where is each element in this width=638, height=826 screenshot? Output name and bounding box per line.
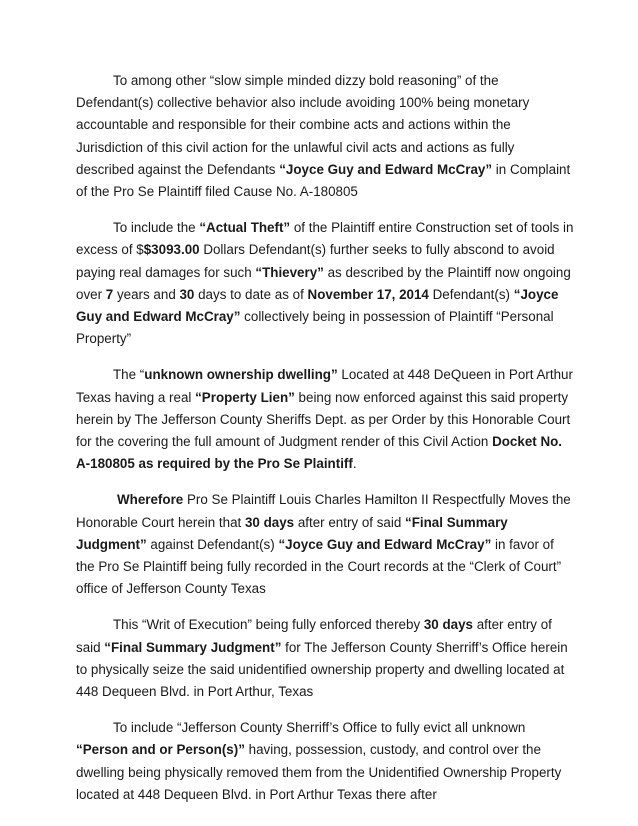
paragraph-actual-theft: [76, 217, 576, 350]
bold-text-run: $3093.00: [143, 242, 200, 258]
text-run: years and: [113, 286, 180, 302]
text-run: Located at 448 DeQueen in Port Arthur Texas having a real: [76, 367, 573, 405]
bold-text-run: Docket No. A-180805 as required by the Pro Se Plaintiff: [76, 434, 563, 472]
paragraph-eviction: [76, 717, 576, 806]
paragraph-unknown-dwelling: [76, 364, 576, 475]
bold-text-run: “Actual Theft”: [199, 220, 291, 236]
text-run: having, possession, custody, and control over the dwelling being physically removed them from the Unidentified Ownership Property located at 448 Dequeen Blvd. in Port Arthur Texas there after: [76, 742, 562, 802]
text-run: of the Plaintiff entire Construction set of tools in excess of $: [76, 220, 574, 258]
text-run: against Defendant(s): [146, 536, 279, 552]
text-run: for The Jefferson County Sherriff’s Office herein to physically seize the said unidentified ownership property and dwelling located at 448 Dequeen Blvd. in Port Arthur, Texas: [76, 639, 568, 700]
bold-text-run: 7: [105, 286, 114, 302]
text-run: To among other “slow simple minded dizzy bold reasoning” of the Defendant(s) collective behavior also include avoiding 100% being monetary accountable and responsible for their combine acts and actions within the Jurisdiction of this civil action for the unlawful civil acts and actions as fully described against the Defendants: [76, 73, 530, 177]
bold-text-run: Wherefore: [117, 492, 184, 508]
paragraph-slow-reasoning: [76, 70, 576, 203]
text-run: being now enforced against this said property herein by The Jefferson County Sheriffs Dept. as per Order by this Honorable Court for the covering the full amount of Judgment render of this Civil Action: [76, 389, 571, 450]
bold-text-run: “Joyce Guy and Edward McCray”: [278, 536, 492, 552]
paragraph-wherefore: [76, 489, 576, 600]
bold-text-run: November 17, 2014: [307, 286, 429, 302]
text-run: To include “Jefferson County Sherriff’s Office to fully evict all unknown: [113, 720, 526, 736]
text-run: Dollars Defendant(s) further seeks to fully abscond to avoid paying real damages for such: [76, 242, 555, 280]
bold-text-run: 30 days: [244, 514, 295, 530]
text-run: This “Writ of Execution” being fully enforced thereby: [113, 617, 424, 633]
text-run: .: [352, 456, 357, 472]
bold-text-run: “Thievery”: [255, 264, 324, 280]
text-run: collectively being in possession of Plaintiff “Personal Property”: [76, 309, 554, 347]
bold-text-run: “Person and or Person(s)”: [76, 742, 245, 758]
bold-text-run: 30 days: [423, 617, 473, 633]
text-run: after entry of said: [294, 514, 406, 530]
text-run: The “: [113, 367, 145, 383]
text-run: in Complaint of the Pro Se Plaintiff filed Cause No. A-180805: [76, 161, 571, 200]
text-run: Pro Se Plaintiff Louis Charles Hamilton II Respectfully Moves the Honorable Court herein that: [76, 492, 571, 530]
bold-text-run: “Property Lien”: [195, 389, 295, 405]
bold-text-run: “Final Summary Judgment”: [104, 639, 282, 655]
text-run: days to date as of: [194, 286, 308, 302]
text-run: after entry of said: [76, 617, 552, 655]
document-page: [76, 70, 576, 820]
bold-text-run: “Joyce Guy and Edward McCray”: [279, 161, 493, 177]
bold-text-run: “Final Summary Judgment”: [76, 514, 508, 552]
bold-text-run: “Joyce Guy and Edward McCray”: [76, 286, 559, 325]
paragraph-writ-of-execution: [76, 614, 576, 703]
text-run: To include the: [113, 220, 200, 236]
text-run: as described by the Plaintiff now ongoing over: [76, 264, 571, 302]
bold-text-run: 30: [179, 286, 195, 302]
text-run: in favor of the Pro Se Plaintiff being fully recorded in the Court records at the “Clerk of Court” office of Jefferson County Texas: [76, 536, 562, 597]
text-run: Defendant(s): [428, 286, 514, 302]
bold-text-run: unknown ownership dwelling”: [144, 367, 338, 383]
